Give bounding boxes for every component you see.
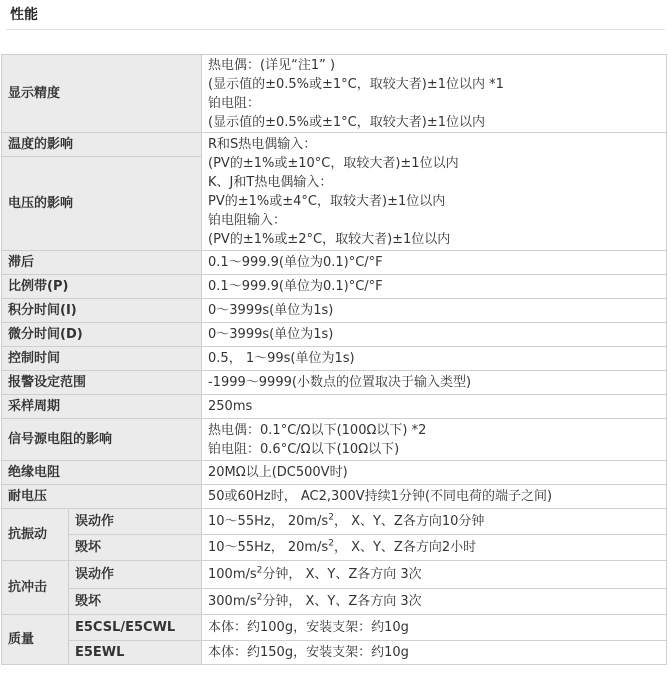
row-value: 本体：约100g，安装支架：约10g <box>202 615 667 641</box>
value-line: 热电偶：0.1°C/Ω以下(100Ω以下) *2 <box>208 422 427 438</box>
table-row <box>2 509 667 535</box>
value-text: 分钟， X、Y、Z各方向 3次 <box>262 567 422 582</box>
table-row <box>2 371 667 395</box>
value-text: ， X、Y、Z各方向10分钟 <box>333 514 485 529</box>
value-line: 铂电阻输入： <box>208 212 287 228</box>
table-row <box>2 589 667 615</box>
group-label: 抗冲击 <box>2 561 69 615</box>
row-value <box>202 561 667 589</box>
table-row <box>2 275 667 299</box>
value-line: R和S热电偶输入： <box>208 136 317 152</box>
row-value <box>202 535 667 561</box>
row-value: 0～3999s(单位为1s) <box>202 323 667 347</box>
row-value: 250ms <box>202 395 667 419</box>
value-text: 分钟， X、Y、Z各方向 3次 <box>262 594 422 609</box>
sub-label: 毁坏 <box>69 535 202 561</box>
row-label: 温度的影响 <box>2 133 202 157</box>
table-row <box>2 299 667 323</box>
row-label: 信号源电阻的影响 <box>2 419 202 461</box>
value-line: 热电偶：(详见“注1” ) <box>208 57 336 73</box>
table-row <box>2 55 667 133</box>
superscript: 2 <box>328 512 334 523</box>
superscript: 2 <box>256 592 263 603</box>
row-label: 控制时间 <box>2 347 202 371</box>
value-line: PV的±1%或±4°C，取较大者)±1位以内 <box>208 193 446 209</box>
row-value: 0.1～999.9(单位为0.1)°C/°F <box>202 275 667 299</box>
row-value: 0.5， 1～99s(单位为1s) <box>202 347 667 371</box>
row-label: 显示精度 <box>2 55 202 133</box>
row-label: 绝缘电阻 <box>2 461 202 485</box>
table-row <box>2 615 667 641</box>
row-value: 50或60Hz时， AC2,300V持续1分钟(不同电荷的端子之间) <box>202 485 667 509</box>
value-text: 10～55Hz， 20m/s <box>208 540 329 555</box>
row-value: 20MΩ以上(DC500V时) <box>202 461 667 485</box>
sub-label: 误动作 <box>69 561 202 589</box>
row-label: 采样周期 <box>2 395 202 419</box>
row-value <box>202 133 667 251</box>
row-label: 耐电压 <box>2 485 202 509</box>
value-text: 100m/s <box>208 567 257 582</box>
row-label: 比例带(P) <box>2 275 202 299</box>
value-text: 300m/s <box>208 594 257 609</box>
value-line: K、J和T热电偶输入： <box>208 174 333 190</box>
row-value <box>202 419 667 461</box>
row-value: 本体：约150g，安装支架：约10g <box>202 641 667 665</box>
title-divider <box>6 29 665 30</box>
row-value <box>202 589 667 615</box>
row-value <box>202 55 667 133</box>
table-row <box>2 561 667 589</box>
row-label: 积分时间(I) <box>2 299 202 323</box>
value-line: (显示值的±0.5%或±1°C，取较大者)±1位以内 *1 <box>208 76 504 92</box>
table-row <box>2 251 667 275</box>
value-line: (PV的±1%或±10°C，取较大者)±1位以内 <box>208 155 459 171</box>
table-row <box>2 347 667 371</box>
row-label: 微分时间(D) <box>2 323 202 347</box>
sub-label: 误动作 <box>69 509 202 535</box>
table-row <box>2 535 667 561</box>
row-label: 滞后 <box>2 251 202 275</box>
table-row <box>2 395 667 419</box>
table-row <box>2 133 667 157</box>
value-text: 10～55Hz， 20m/s <box>208 514 329 529</box>
value-line: (显示值的±0.5%或±1°C，取较大者)±1位以内 <box>208 114 485 130</box>
table-row <box>2 323 667 347</box>
row-value: 0.1～999.9(单位为0.1)°C/°F <box>202 251 667 275</box>
table-row <box>2 641 667 665</box>
spec-table <box>1 54 667 665</box>
row-value: 0～3999s(单位为1s) <box>202 299 667 323</box>
value-line: 铂电阻： <box>208 95 261 111</box>
row-label: 报警设定范围 <box>2 371 202 395</box>
table-row <box>2 419 667 461</box>
value-line: 铂电阻：0.6°C/Ω以下(10Ω以下) <box>208 441 400 457</box>
table-row <box>2 485 667 509</box>
row-value <box>202 509 667 535</box>
row-value: -1999～9999(小数点的位置取决于输入类型) <box>202 371 667 395</box>
section-title: 性能 <box>10 7 38 23</box>
group-label: 质量 <box>2 615 69 665</box>
group-label: 抗振动 <box>2 509 69 561</box>
sub-label: E5EWL <box>69 641 202 665</box>
row-label: 电压的影响 <box>2 157 202 251</box>
table-row <box>2 461 667 485</box>
superscript: 2 <box>256 565 263 576</box>
sub-label: 毁坏 <box>69 589 202 615</box>
value-line: (PV的±1%或±2°C，取较大者)±1位以内 <box>208 231 451 247</box>
value-text: ， X、Y、Z各方向2小时 <box>333 540 477 555</box>
sub-label: E5CSL/E5CWL <box>69 615 202 641</box>
superscript: 2 <box>328 538 334 549</box>
